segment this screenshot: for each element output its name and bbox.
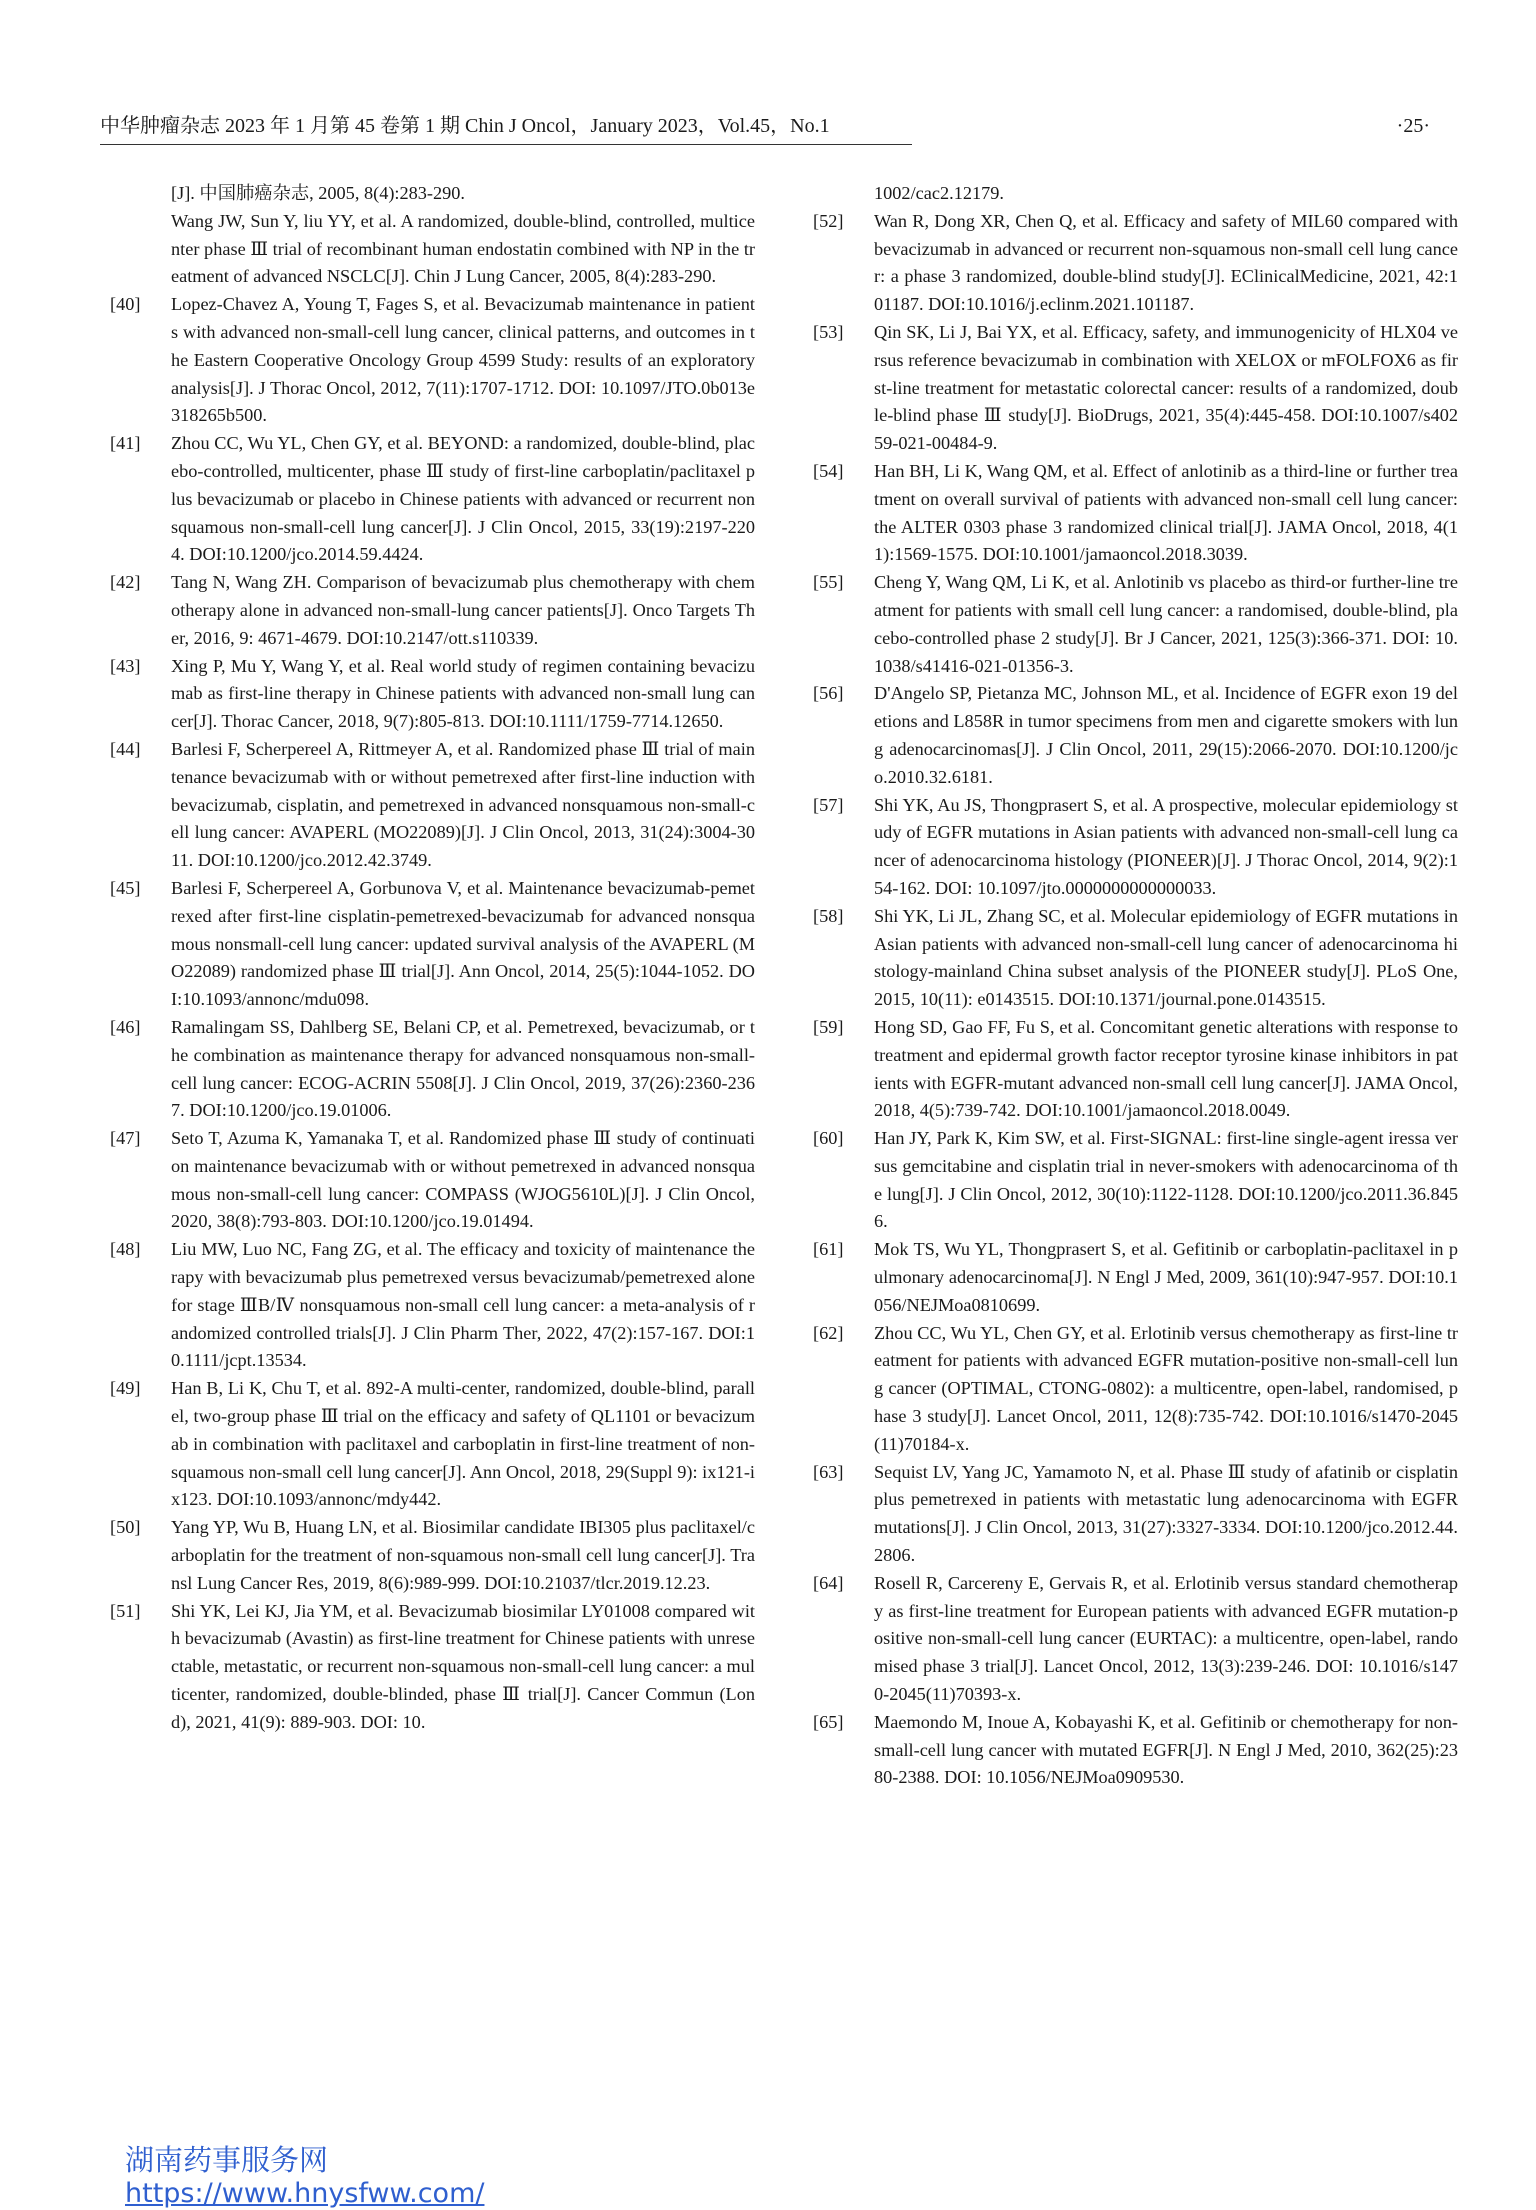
reference-entry: [110, 1014, 755, 1125]
reference-number: [48]: [110, 1239, 141, 1260]
watermark-site-name: 湖南药事服务网: [125, 2143, 329, 2177]
reference-entry: [110, 1236, 755, 1375]
reference-number: [53]: [813, 321, 844, 342]
reference-text: Sequist LV, Yang JC, Yamamoto N, et al. Phase Ⅲ study of afatinib or cisplatin plus pemetrexed in patients with metastatic lung adenocarcinoma with EGFR mutations[J]. J Clin Oncol, 2013, 31(27):3327-3334. DOI:10.1200/jco.2012.44.2806.: [874, 1461, 1458, 1566]
reference-number: [58]: [813, 905, 844, 926]
reference-entry: [110, 653, 755, 736]
header-rule: [100, 144, 912, 145]
reference-text: Ramalingam SS, Dahlberg SE, Belani CP, et al. Pemetrexed, bevacizumab, or the combination as maintenance therapy for advanced nonsquamous non-small-cell lung cancer: ECOG-ACRIN 5508[J]. J Clin Oncol, 2019, 37(26):2360-2367. DOI:10.1200/jco.19.01006.: [171, 1016, 755, 1121]
reference-entry: [813, 319, 1458, 458]
reference-text: Shi YK, Au JS, Thongprasert S, et al. A prospective, molecular epidemiology study of EGFR mutations in Asian patients with advanced non-small-cell lung cancer of adenocarcinoma histology (PIONEER)[J]. J Thorac Oncol, 2014, 9(2):154-162. DOI: 10.1097/jto.0000000000000033.: [874, 794, 1458, 898]
reference-number: [62]: [813, 1322, 844, 1343]
page-number: ·25·: [1396, 115, 1430, 137]
reference-text: Xing P, Mu Y, Wang Y, et al. Real world study of regimen containing bevacizumab as first-line therapy in Chinese patients with advanced non-small lung cancer[J]. Thorac Cancer, 2018, 9(7):805-813. DOI:10.1111/1759-7714.12650.: [171, 655, 755, 732]
reference-number: [63]: [813, 1461, 844, 1482]
reference-text: Yang YP, Wu B, Huang LN, et al. Biosimilar candidate IBI305 plus paclitaxel/carboplatin for the treatment of non-squamous non-small cell lung cancer[J]. Transl Lung Cancer Res, 2019, 8(6):989-999. DOI:10.21037/tlcr.2019.12.23.: [171, 1517, 755, 1593]
reference-number: [65]: [813, 1711, 844, 1732]
reference-number: [45]: [110, 877, 141, 898]
reference-entry: [110, 736, 755, 875]
reference-entry: [110, 1514, 755, 1597]
reference-text: Han JY, Park K, Kim SW, et al. First-SIGNAL: first-line single-agent iressa versus gemcitabine and cisplatin trial in never-smokers with adenocarcinoma of the lung[J]. J Clin Oncol, 2012, 30(10):1122-1128. DOI:10.1200/jco.2011.36.8456.: [874, 1128, 1458, 1232]
reference-entry: [110, 875, 755, 1014]
reference-number: [47]: [110, 1128, 141, 1149]
reference-text: Rosell R, Carcereny E, Gervais R, et al. Erlotinib versus standard chemotherapy as first-line treatment for European patients with advanced EGFR mutation-positive non-small-cell lung cancer (EURTAC): a multicentre, open-label, randomised phase 3 trial[J]. Lancet Oncol, 2012, 13(3):239-246. DOI: 10.1016/s1470-2045(11)70393-x.: [874, 1572, 1458, 1705]
reference-text: Shi YK, Lei KJ, Jia YM, et al. Bevacizumab biosimilar LY01008 compared with bevacizumab (Avastin) as first-line treatment for Chinese patients with unresectable, metastatic, or recurrent non-squamous non-small-cell lung cancer: a multicenter, randomized, double-blinded, phase Ⅲ trial[J]. Cancer Commun (Lond), 2021, 41(9): 889-903. DOI: 10.: [171, 1600, 755, 1732]
reference-number: [43]: [110, 655, 141, 676]
reference-text: Maemondo M, Inoue A, Kobayashi K, et al. Gefitinib or chemotherapy for non-small-cell lung cancer with mutated EGFR[J]. N Engl J Med, 2010, 362(25):2380-2388. DOI: 10.1056/NEJMoa0909530.: [874, 1711, 1458, 1788]
reference-entry: [813, 680, 1458, 791]
reference-column-right: [813, 180, 1458, 1792]
reference-text: Wang JW, Sun Y, liu YY, et al. A randomized, double-blind, controlled, multicenter phase Ⅲ trial of recombinant human endostatin combined with NP in the treatment of advanced NSCLC[J]. Chin J Lung Cancer, 2005, 8(4):283-290.: [171, 210, 755, 287]
reference-number: [46]: [110, 1016, 141, 1037]
reference-number: [49]: [110, 1378, 141, 1399]
reference-text: Liu MW, Luo NC, Fang ZG, et al. The efficacy and toxicity of maintenance therapy with bevacizumab plus pemetrexed versus bevacizumab/pemetrexed alone for stage ⅢB/Ⅳ nonsquamous non-small cell lung cancer: a meta-analysis of randomized controlled trials[J]. J Clin Pharm Ther, 2022, 47(2):157-167. DOI:10.1111/jcpt.13534.: [171, 1239, 755, 1371]
reference-entry: [813, 1570, 1458, 1709]
reference-text: Lopez-Chavez A, Young T, Fages S, et al. Bevacizumab maintenance in patients with advanced non-small-cell lung cancer, clinical patterns, and outcomes in the Eastern Cooperative Oncology Group 4599 Study: results of an exploratory analysis[J]. J Thorac Oncol, 2012, 7(11):1707-1712. DOI: 10.1097/JTO.0b013e318265b500.: [171, 294, 755, 426]
reference-number: [51]: [110, 1600, 141, 1621]
reference-entry: [813, 458, 1458, 569]
reference-text: Cheng Y, Wang QM, Li K, et al. Anlotinib vs placebo as third-or further-line treatment for patients with small cell lung cancer: a randomised, double-blind, placebo-controlled phase 2 study[J]. Br J Cancer, 2021, 125(3):366-371. DOI: 10.1038/s41416-021-01356-3.: [874, 572, 1458, 676]
reference-text: Mok TS, Wu YL, Thongprasert S, et al. Gefitinib or carboplatin-paclitaxel in pulmonary adenocarcinoma[J]. N Engl J Med, 2009, 361(10):947-957. DOI:10.1056/NEJMoa0810699.: [874, 1239, 1458, 1315]
reference-text: D'Angelo SP, Pietanza MC, Johnson ML, et al. Incidence of EGFR exon 19 deletions and L858R in tumor specimens from men and cigarette smokers with lung adenocarcinomas[J]. J Clin Oncol, 2011, 29(15):2066-2070. DOI:10.1200/jco.2010.32.6181.: [874, 683, 1458, 787]
reference-number: [52]: [813, 210, 844, 231]
reference-entry: [813, 1459, 1458, 1570]
reference-text: Barlesi F, Scherpereel A, Gorbunova V, et al. Maintenance bevacizumab-pemetrexed after first-line cisplatin-pemetrexed-bevacizumab for advanced nonsquamous nonsmall-cell lung cancer: updated survival analysis of the AVAPERL (MO22089) randomized phase Ⅲ trial[J]. Ann Oncol, 2014, 25(5):1044-1052. DOI:10.1093/annonc/mdu098.: [171, 877, 755, 1010]
watermark-url-link[interactable]: https://www.hnysfww.com/: [125, 2178, 485, 2209]
reference-text: [J]. 中国肺癌杂志, 2005, 8(4):283-290.: [171, 183, 465, 203]
reference-entry: [110, 208, 755, 291]
running-header: [100, 111, 1430, 141]
reference-number: [64]: [813, 1572, 844, 1593]
reference-text: Han B, Li K, Chu T, et al. 892-A multi-center, randomized, double-blind, parallel, two-group phase Ⅲ trial on the efficacy and safety of QL1101 or bevacizumab in combination with paclitaxel and carboplatin in first-line treatment of non-squamous non-small cell lung cancer[J]. Ann Oncol, 2018, 29(Suppl 9): ix121-ix123. DOI:10.1093/annonc/mdy442.: [171, 1378, 755, 1510]
reference-entry: [813, 1125, 1458, 1236]
reference-number: [55]: [813, 572, 844, 593]
reference-number: [44]: [110, 738, 141, 759]
reference-entry: [813, 1236, 1458, 1319]
reference-text: Barlesi F, Scherpereel A, Rittmeyer A, et al. Randomized phase Ⅲ trial of maintenance bevacizumab with or without pemetrexed after first-line induction with bevacizumab, cisplatin, and pemetrexed in advanced nonsquamous non-small-cell lung cancer: AVAPERL (MO22089)[J]. J Clin Oncol, 2013, 31(24):3004-3011. DOI:10.1200/jco.2012.42.3749.: [171, 738, 755, 871]
reference-entry: [813, 569, 1458, 680]
reference-entry: [813, 208, 1458, 319]
reference-text: Zhou CC, Wu YL, Chen GY, et al. BEYOND: a randomized, double-blind, placebo-controlled, multicenter, phase Ⅲ study of first-line carboplatin/paclitaxel plus bevacizumab or placebo in Chinese patients with advanced or recurrent nonsquamous non-small-cell lung cancer[J]. J Clin Oncol, 2015, 33(19):2197-2204. DOI:10.1200/jco.2014.59.4424.: [171, 433, 755, 565]
reference-number: [61]: [813, 1239, 844, 1260]
reference-text: Wan R, Dong XR, Chen Q, et al. Efficacy and safety of MIL60 compared with bevacizumab in advanced or recurrent non-squamous non-small cell lung cancer: a phase 3 randomized, double-blind study[J]. EClinicalMedicine, 2021, 42:101187. DOI:10.1016/j.eclinm.2021.101187.: [874, 210, 1458, 315]
reference-text: Qin SK, Li J, Bai YX, et al. Efficacy, safety, and immunogenicity of HLX04 versus reference bevacizumab in combination with XELOX or mFOLFOX6 as first-line treatment for metastatic colorectal cancer: results of a randomized, double-blind phase Ⅲ study[J]. BioDrugs, 2021, 35(4):445-458. DOI:10.1007/s40259-021-00484-9.: [874, 321, 1458, 454]
reference-number: [60]: [813, 1128, 844, 1149]
reference-entry: [813, 903, 1458, 1014]
site-watermark: [125, 2142, 484, 2210]
reference-entry: [813, 1709, 1458, 1792]
reference-text: Tang N, Wang ZH. Comparison of bevacizumab plus chemotherapy with chemotherapy alone in advanced non-small-lung cancer patients[J]. Onco Targets Ther, 2016, 9: 4671-4679. DOI:10.2147/ott.s110339.: [171, 572, 755, 648]
reference-text: 1002/cac2.12179.: [874, 183, 1004, 203]
reference-entry: [110, 430, 755, 569]
reference-number: [54]: [813, 460, 844, 481]
reference-entry: [110, 1598, 755, 1737]
reference-entry: [110, 180, 755, 208]
reference-entry: [813, 1320, 1458, 1459]
reference-text: Zhou CC, Wu YL, Chen GY, et al. Erlotinib versus chemotherapy as first-line treatment for patients with advanced EGFR mutation-positive non-small-cell lung cancer (OPTIMAL, CTONG-0802): a multicentre, open-label, randomised, phase 3 study[J]. Lancet Oncol, 2011, 12(8):735-742. DOI:10.1016/s1470-2045(11)70184-x.: [874, 1322, 1458, 1454]
reference-text: Shi YK, Li JL, Zhang SC, et al. Molecular epidemiology of EGFR mutations in Asian patients with advanced non-small-cell lung cancer of adenocarcinoma histology-mainland China subset analysis of the PIONEER study[J]. PLoS One, 2015, 10(11): e0143515. DOI:10.1371/journal.pone.0143515.: [874, 905, 1458, 1010]
reference-number: [41]: [110, 433, 141, 454]
reference-entry: [110, 291, 755, 430]
reference-entry: [813, 792, 1458, 903]
reference-entry: [110, 1375, 755, 1514]
reference-entry: [813, 180, 1458, 208]
reference-text: Hong SD, Gao FF, Fu S, et al. Concomitant genetic alterations with response to treatment and epidermal growth factor receptor tyrosine kinase inhibitors in patients with EGFR-mutant advanced non-small cell lung cancer[J]. JAMA Oncol, 2018, 4(5):739-742. DOI:10.1001/jamaoncol.2018.0049.: [874, 1016, 1458, 1121]
reference-number: [50]: [110, 1517, 141, 1538]
reference-number: [40]: [110, 294, 141, 315]
reference-number: [57]: [813, 794, 844, 815]
reference-entry: [813, 1014, 1458, 1125]
reference-number: [56]: [813, 683, 844, 704]
reference-text: Han BH, Li K, Wang QM, et al. Effect of anlotinib as a third-line or further treatment on overall survival of patients with advanced non-small cell lung cancer: the ALTER 0303 phase 3 randomized clinical trial[J]. JAMA Oncol, 2018, 4(11):1569-1575. DOI:10.1001/jamaoncol.2018.3039.: [874, 460, 1458, 565]
reference-column-left: [110, 180, 755, 1737]
reference-number: [42]: [110, 572, 141, 593]
reference-entry: [110, 569, 755, 652]
journal-citation-header: 中华肿瘤杂志 2023 年 1 月第 45 卷第 1 期 Chin J Oncol，January 2023，Vol.45，No.1: [100, 115, 830, 137]
reference-text: Seto T, Azuma K, Yamanaka T, et al. Randomized phase Ⅲ study of continuation maintenance bevacizumab with or without pemetrexed in advanced nonsquamous non-small-cell lung cancer: COMPASS (WJOG5610L)[J]. J Clin Oncol, 2020, 38(8):793-803. DOI:10.1200/jco.19.01494.: [171, 1128, 755, 1232]
reference-number: [59]: [813, 1016, 844, 1037]
reference-entry: [110, 1125, 755, 1236]
